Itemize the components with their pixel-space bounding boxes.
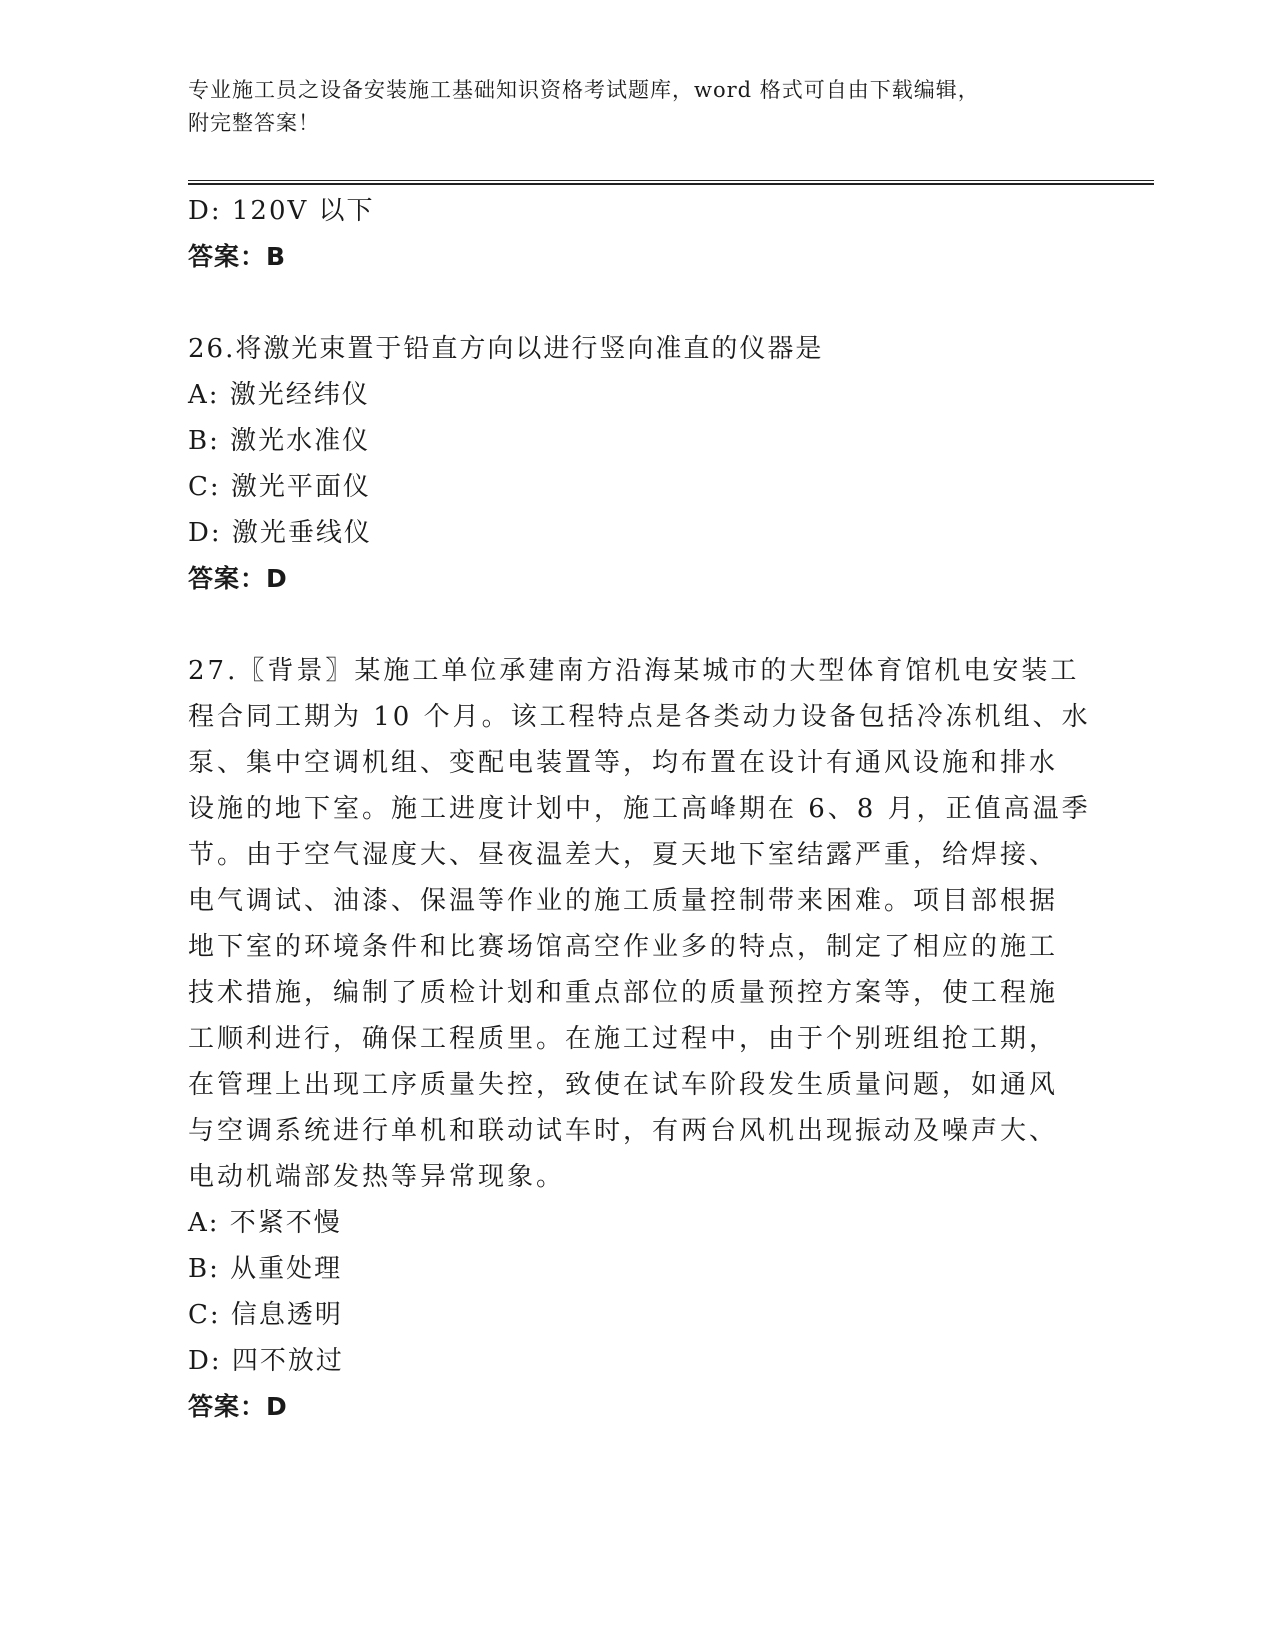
option-a: A: 不紧不慢 [188, 1208, 342, 1238]
option-d: D: 120V 以下 [188, 196, 375, 226]
option-c: C: 信息透明 [188, 1300, 343, 1330]
question-line: 地下室的环境条件和比赛场馆高空作业多的特点，制定了相应的施工 [188, 932, 1059, 962]
question-line: 泵、集中空调机组、变配电装置等，均布置在设计有通风设施和排水 [188, 748, 1059, 778]
document-header [188, 74, 1088, 140]
header-divider-thick [188, 183, 1154, 185]
question-text [188, 648, 1091, 1200]
question-line: 程合同工期为 10 个月。该工程特点是各类动力设备包括冷冻机组、水 [188, 702, 1091, 732]
header-divider-thin [188, 180, 1154, 181]
option-a: A: 激光经纬仪 [188, 380, 370, 410]
question-line: 电气调试、油漆、保温等作业的施工质量控制带来困难。项目部根据 [188, 886, 1059, 916]
spacer [188, 602, 1088, 648]
question-line: 技术措施，编制了质检计划和重点部位的质量预控方案等，使工程施 [188, 978, 1059, 1008]
answer-label: 答案：D [188, 1392, 288, 1421]
question-line: 电动机端部发热等异常现象。 [188, 1162, 566, 1192]
option-d: D: 四不放过 [188, 1346, 344, 1376]
question-line: 与空调系统进行单机和联动试车时，有两台风机出现振动及噪声大、 [188, 1116, 1059, 1146]
question-line: 工顺利进行，确保工程质里。在施工过程中，由于个别班组抢工期， [188, 1024, 1059, 1054]
option-d: D: 激光垂线仪 [188, 518, 372, 548]
question-line: 在管理上出现工序质量失控，致使在试车阶段发生质量问题，如通风 [188, 1070, 1059, 1100]
option-b: B: 激光水准仪 [188, 426, 371, 456]
question-26 [188, 326, 1088, 602]
document-body [188, 188, 1091, 1430]
spacer [188, 280, 1088, 326]
question-line: 节。由于空气湿度大、昼夜温差大，夏天地下室结露严重，给焊接、 [188, 840, 1059, 870]
question-27 [188, 648, 1091, 1430]
header-line-1: 专业施工员之设备安装施工基础知识资格考试题库，word 格式可自由下载编辑， [188, 78, 980, 102]
answer-label: 答案：D [188, 564, 288, 593]
previous-question-tail [188, 188, 1088, 280]
option-c: C: 激光平面仪 [188, 472, 371, 502]
option-b: B: 从重处理 [188, 1254, 343, 1284]
header-line-2: 附完整答案！ [188, 111, 320, 135]
question-text: 26.将激光束置于铅直方向以进行竖向准直的仪器是 [188, 334, 824, 364]
question-line: 设施的地下室。施工进度计划中，施工高峰期在 6、8 月，正值高温季 [188, 794, 1091, 824]
answer-label: 答案：B [188, 242, 287, 271]
question-line: 27.〖背景〗某施工单位承建南方沿海某城市的大型体育馆机电安装工 [188, 656, 1080, 686]
